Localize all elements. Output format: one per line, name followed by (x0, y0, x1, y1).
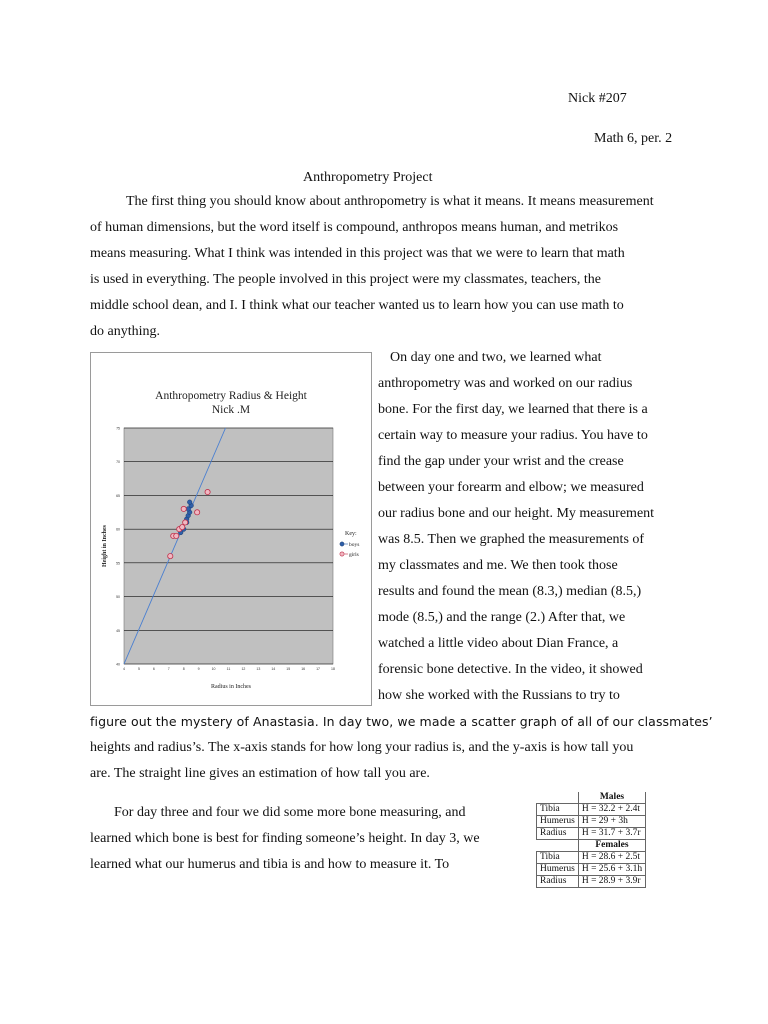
table-row (537, 792, 646, 804)
data-point-girls (205, 489, 210, 494)
chart-svg (91, 353, 371, 705)
data-point-girls (180, 525, 185, 530)
text-line: mode (8.5,) and the range (2.) After that, we (378, 610, 626, 625)
text-line: means measuring. What I think was intended in this project was that we were to learn that math (90, 246, 625, 261)
data-point-girls (183, 520, 188, 525)
data-point-boys (187, 500, 192, 505)
x-tick-label: 8 (182, 667, 185, 671)
chart-legend (340, 531, 359, 558)
females-header: Females (578, 840, 645, 852)
table-row (537, 804, 646, 816)
table-row (537, 828, 646, 840)
x-tick-labels (123, 667, 335, 671)
text-line: find the gap under your wrist and the crease (378, 454, 624, 469)
chart-subtitle: Nick .M (211, 404, 251, 416)
text-line: figure out the mystery of Anastasia. In day two, we made a scatter graph of all of our classmates’ (90, 714, 713, 729)
class-line: Math 6, per. 2 (594, 131, 673, 146)
formula-cell: H = 29 + 3h (578, 816, 645, 828)
x-tick-label: 9 (197, 667, 200, 671)
y-tick-label: 50 (116, 595, 120, 600)
text-line: watched a little video about Dian France, a (378, 636, 619, 651)
plot-area (124, 428, 333, 664)
table-row (537, 876, 646, 888)
bone-cell: Tibia (537, 852, 579, 864)
formula-cell: H = 25.6 + 3.1h (578, 864, 645, 876)
x-tick-label: 16 (301, 667, 306, 671)
x-tick-label: 12 (241, 667, 246, 671)
y-axis-label: Height in Inches (102, 524, 108, 568)
text-line: my classmates and me. We then took those (378, 558, 618, 573)
bone-cell: Radius (537, 828, 579, 840)
scatter-chart (90, 352, 372, 706)
text-line: between your forearm and elbow; we measured (378, 480, 644, 495)
table-cell (537, 792, 579, 804)
legend-marker-girls (340, 552, 344, 556)
x-tick-label: 13 (256, 667, 261, 671)
x-tick-label: 5 (137, 667, 140, 671)
males-header: Males (578, 792, 645, 804)
text-line: middle school dean, and I. I think what our teacher wanted us to learn how you can use math to (90, 298, 624, 313)
y-tick-label: 70 (116, 460, 120, 465)
text-line: learned which bone is best for finding someone’s height. In day 3, we (90, 831, 480, 846)
x-tick-label: 11 (226, 667, 231, 671)
formula-cell: H = 28.9 + 3.9r (578, 876, 645, 888)
y-tick-label: 75 (116, 426, 120, 431)
text-line: was 8.5. Then we graphed the measurements of (378, 532, 645, 547)
text-line: is used in everything. The people involved in this project were my classmates, teachers, the (90, 272, 601, 287)
legend-label-boys: boys (349, 542, 360, 548)
x-tick-label: 15 (286, 667, 291, 671)
formula-cell: H = 31.7 + 3.7r (578, 828, 645, 840)
text-line: are. The straight line gives an estimation of how tall you are. (90, 766, 430, 781)
table-row (537, 852, 646, 864)
text-line: The first thing you should know about anthropometry is what it means. It means measurement (126, 194, 654, 209)
bone-cell: Humerus (537, 864, 579, 876)
x-tick-label: 18 (331, 667, 335, 671)
text-line: certain way to measure your radius. You have to (378, 428, 648, 443)
text-line: bone. For the first day, we learned that there is a (378, 402, 648, 417)
text-line: learned what our humerus and tibia is and how to measure it. To (90, 857, 450, 872)
legend-marker-boys (340, 542, 344, 546)
y-tick-label: 60 (116, 527, 120, 532)
formula-cell: H = 28.6 + 2.5t (578, 852, 645, 864)
table-cell (537, 840, 579, 852)
text-line: of human dimensions, but the word itself is compound, anthropos means human, and metrikos (90, 220, 619, 235)
x-axis-label: Radius in Inches (211, 684, 251, 690)
text-line: On day one and two, we learned what (390, 350, 602, 365)
y-tick-label: 45 (116, 628, 120, 633)
table-row (537, 864, 646, 876)
data-point-girls (174, 533, 179, 538)
text-line: how she worked with the Russians to try to (378, 688, 620, 703)
author-line: Nick #207 (568, 91, 627, 106)
bone-cell: Humerus (537, 816, 579, 828)
text-line: do anything. (90, 324, 160, 339)
x-tick-label: 6 (152, 667, 155, 671)
text-line: For day three and four we did some more bone measuring, and (114, 805, 466, 820)
x-tick-label: 14 (271, 667, 276, 671)
y-tick-labels (116, 427, 120, 667)
x-tick-label: 17 (316, 667, 321, 671)
bone-formula-table (536, 792, 646, 888)
y-tick-label: 40 (116, 662, 120, 667)
x-tick-label: 10 (211, 667, 216, 671)
formula-cell: H = 32.2 + 2.4t (578, 804, 645, 816)
legend-title: Key: (345, 531, 357, 537)
data-point-girls (195, 510, 200, 515)
bone-cell: Tibia (537, 804, 579, 816)
y-tick-label: 65 (116, 493, 120, 498)
text-line: results and found the mean (8.3,) median (8.5,) (378, 584, 642, 599)
data-point-girls (181, 506, 186, 511)
text-line: our radius bone and our height. My measurement (378, 506, 655, 521)
text-line: forensic bone detective. In the video, it showed (378, 662, 643, 677)
document-title: Anthropometry Project (303, 170, 433, 185)
x-tick-label: 4 (123, 667, 125, 671)
y-tick-label: 55 (116, 561, 120, 566)
x-tick-label: 7 (167, 667, 170, 671)
data-point-girls (168, 554, 173, 559)
table-row (537, 840, 646, 852)
legend-label-girls: girls (349, 552, 359, 558)
bone-cell: Radius (537, 876, 579, 888)
text-line: heights and radius’s. The x-axis stands for how long your radius is, and the y-axis is how tall you (90, 740, 634, 755)
table-row (537, 816, 646, 828)
text-line: anthropometry was and worked on our radius (378, 376, 633, 391)
chart-title: Anthropometry Radius & Height (155, 390, 307, 402)
